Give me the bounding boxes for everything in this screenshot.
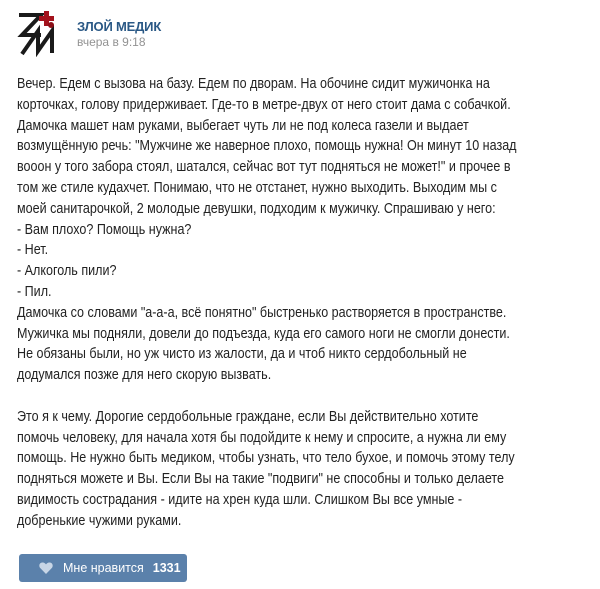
text-line: помочь человеку, для начала хотя бы подойдите к нему и спросите, а нужна ли ему bbox=[17, 429, 507, 446]
post-text bbox=[17, 74, 592, 532]
text-line: добренькие чужими руками. bbox=[17, 512, 182, 529]
text-line: возмущённую речь: "Мужчине же наверное плохо, помощь нужна! Он минут 10 назад bbox=[17, 138, 517, 155]
paragraph-spacer bbox=[17, 386, 592, 407]
text-line: - Вам плохо? Помощь нужна? bbox=[17, 221, 192, 238]
logo-icon[interactable] bbox=[14, 9, 64, 57]
text-line: видимость сострадания - идите на хрен куда шли. Слишком Вы все умные - bbox=[17, 491, 463, 508]
post-header bbox=[0, 0, 600, 66]
author-name[interactable]: ЗЛОЙ МЕДИК bbox=[77, 19, 162, 34]
text-line: - Нет. bbox=[17, 242, 49, 259]
heart-icon bbox=[39, 562, 53, 574]
text-line: помощь. Не нужно быть медиком, чтобы узнать, что тело бухое, и помочь этому телу bbox=[17, 450, 515, 467]
text-line: додумался позже для него скорую вызвать. bbox=[17, 367, 272, 384]
text-line: Вечер. Едем с вызова на базу. Едем по дворам. На обочине сидит мужичонка на bbox=[17, 76, 490, 92]
text-line: моей санитарочкой, 2 молодые девушки, подходим к мужичку. Спрашиваю у него: bbox=[17, 200, 496, 217]
text-line: том же стиле кудахчет. Понимаю, что не отстанет, нужно выходить. Выходим мы с bbox=[17, 179, 497, 196]
text-line: корточках, голову придерживает. Где-то в метре-двух от него стоит дама с собачкой. bbox=[17, 96, 511, 113]
like-count: 1331 bbox=[152, 561, 181, 575]
text-line: Мужичка мы подняли, довели до подъезда, куда его самого ноги не смогли донести. bbox=[17, 325, 510, 342]
like-label: Мне нравится bbox=[63, 561, 144, 575]
text-line: вооон у того забора стоял, шатался, сейчас вот тут подняться не может!" и прочее в bbox=[17, 159, 511, 176]
text-line: Это я к чему. Дорогие сердобольные граждане, если Вы действительно хотите bbox=[17, 408, 479, 425]
text-line: Дамочка со словами "а-а-а, всё понятно" быстренько растворяется в пространстве. bbox=[17, 304, 507, 321]
post-date[interactable]: вчера в 9:18 bbox=[77, 35, 146, 49]
text-line: - Алкоголь пили? bbox=[17, 263, 117, 280]
text-line: - Пил. bbox=[17, 283, 52, 300]
paragraph-2 bbox=[17, 407, 592, 532]
text-line: Дамочка машет нам руками, выбегает чуть ли не под колеса газели и выдает bbox=[17, 117, 469, 134]
text-line: подняться можете и Вы. Если Вы на такие "подвиги" не способны и только делаете bbox=[17, 471, 505, 488]
like-button[interactable] bbox=[19, 554, 187, 582]
paragraph-1 bbox=[17, 74, 592, 386]
text-line: Не обязаны были, но уж чисто из жалости, да и чтоб никто сердобольный не bbox=[17, 346, 467, 363]
